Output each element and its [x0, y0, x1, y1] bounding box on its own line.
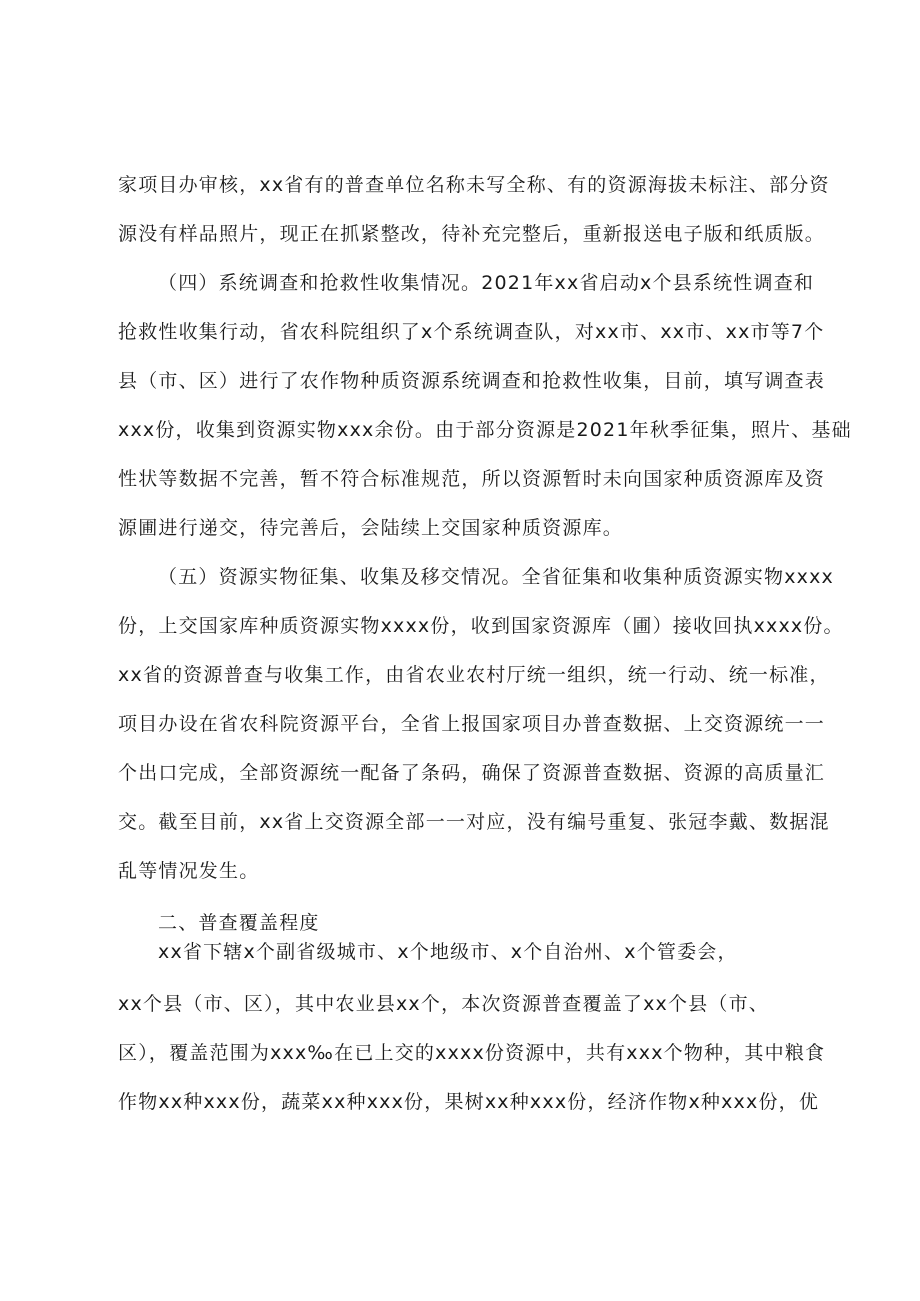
- paragraph-line: （五）资源实物征集、收集及移交情况。全省征集和收集种质资源实物xxxx: [158, 566, 834, 588]
- paragraph-line: 乱等情况发生。: [118, 860, 260, 882]
- paragraph-line: 区），覆盖范围为xxx‰在已上交的xxxx份资源中，共有xxx个物种，其中粮食: [118, 1042, 826, 1064]
- paragraph-line: xx省的资源普查与收集工作，由省农业农村厅统一组织，统一行动、统一标准，: [118, 664, 830, 686]
- paragraph-line: 项目办设在省农科院资源平台，全省上报国家项目办普查数据、上交资源统一一: [118, 713, 826, 735]
- paragraph-line: 性状等数据不完善，暂不符合标准规范，所以资源暂时未向国家种质资源库及资: [118, 468, 826, 490]
- paragraph-line: 个出口完成，全部资源统一配备了条码，确保了资源普查数据、资源的高质量汇: [118, 762, 826, 784]
- paragraph-line: 作物xx种xxx份，蔬菜xx种xxx份，果树xx种xxx份，经济作物x种xxx份，优: [118, 1091, 820, 1113]
- paragraph-line: xx省下辖x个副省级城市、x个地级市、x个自治州、x个管委会，: [158, 941, 738, 963]
- paragraph-line: xxx份，收集到资源实物xxx余份。由于部分资源是2021年秋季征集，照片、基础: [118, 419, 852, 441]
- paragraph-line: （四）系统调查和抢救性收集情况。2021年xx省启动x个县系统性调查和: [158, 272, 815, 294]
- section-heading: 二、普查覆盖程度: [158, 912, 320, 934]
- paragraph-line: 源圃进行递交，待完善后，会陆续上交国家种质资源库。: [118, 517, 624, 539]
- paragraph-line: 县（市、区）进行了农作物种质资源系统调查和抢救性收集，目前，填写调查表: [118, 370, 826, 392]
- paragraph-line: 家项目办审核，xx省有的普查单位名称未写全称、有的资源海拔未标注、部分资: [118, 174, 830, 196]
- paragraph-line: xx个县（市、区），其中农业县xx个，本次资源普查覆盖了xx个县（市、: [118, 993, 769, 1015]
- paragraph-line: 交。截至目前，xx省上交资源全部一一对应，没有编号重复、张冠李戴、数据混: [118, 811, 830, 833]
- paragraph-line: 抢救性收集行动，省农科院组织了x个系统调查队，对xx市、xx市、xx市等7个: [118, 321, 825, 343]
- paragraph-line: 源没有样品照片，现正在抓紧整改，待补充完整后，重新报送电子版和纸质版。: [118, 223, 826, 245]
- paragraph-line: 份，上交国家库种质资源实物xxxx份，收到国家资源库（圃）接收回执xxxx份。: [118, 615, 844, 637]
